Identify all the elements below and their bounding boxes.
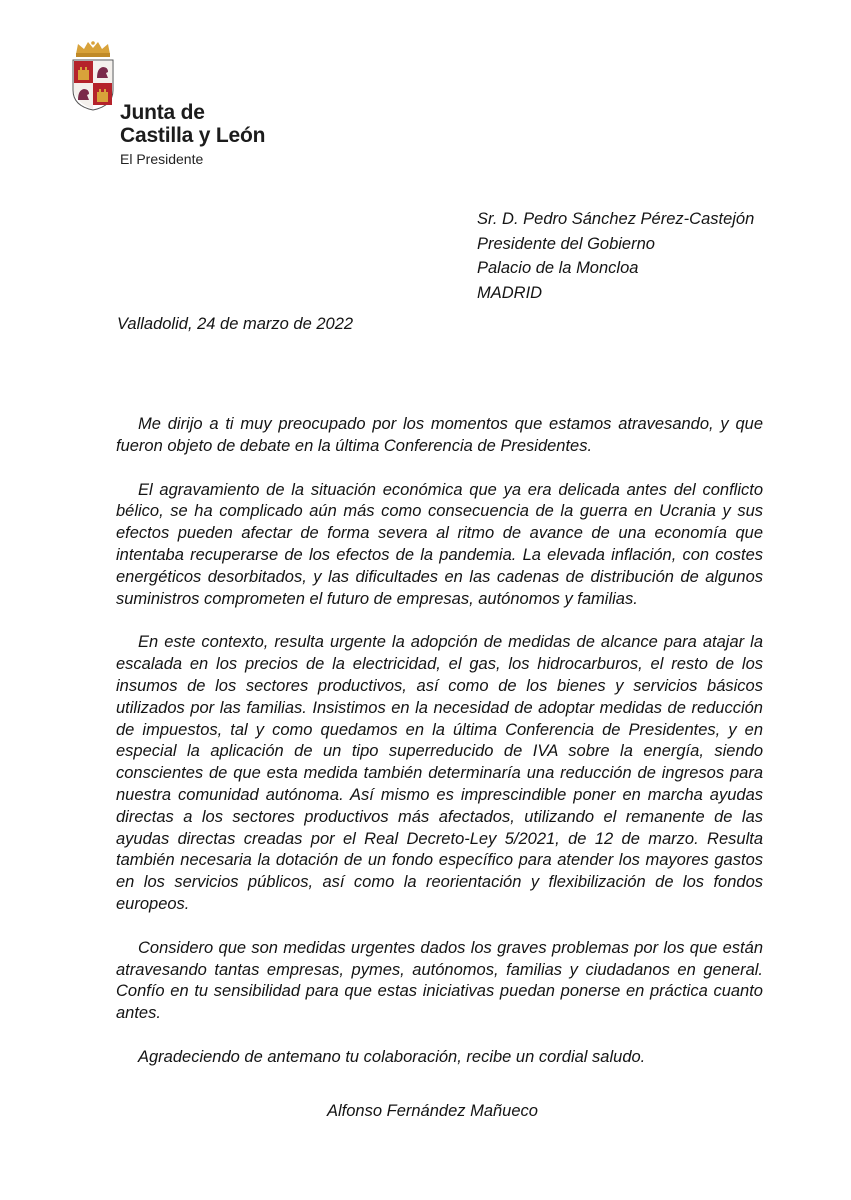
letterhead-logo	[70, 40, 270, 167]
signature-name: Alfonso Fernández Mañueco	[327, 1102, 538, 1120]
recipient-name: Sr. D. Pedro Sánchez Pérez-Castejón	[477, 210, 755, 228]
org-subtitle: El Presidente	[120, 151, 204, 167]
crown-icon	[76, 41, 110, 57]
coat-of-arms-icon	[70, 40, 116, 112]
paragraph: En este contexto, resulta urgente la adopción de medidas de alcance para atajar la escalada en los precios de la electricidad, el gas, los hidrocarburos, el resto de los insumos de los sectores productivos, así como de los bienes y servicios básicos utilizados por las familias. Insistimos en la necesidad de adoptar medidas de reducción de impuestos, tal y como quedamos en la última Conferencia de Presidentes, y en especial la aplicación de un tipo superreducido de IVA sobre la energía, siendo conscientes de que esta medida también determinaría una reducción de ingresos para nuestra comunidad autónoma. Así mismo es imprescindible poner en marcha ayudas directas a los sectores productivos más afectados, utilizando el remanente de las ayudas directas creadas por el Real Decreto-Ley 5/2021, de 12 de marzo. Resulta también necesaria la dotación de un fondo específico para atender los mayores gastos en los servicios públicos, así como la reorientación y flexibilización de los fondos europeos.	[116, 633, 763, 913]
letter-date: Valladolid, 24 de marzo de 2022	[117, 315, 354, 333]
shield-icon	[73, 60, 113, 110]
recipient-title: Presidente del Gobierno	[477, 234, 655, 253]
paragraph: Considero que son medidas urgentes dados los graves problemas por los que están atravesando tantas empresas, pymes, autónomos, familias y ciudadanos en general. Confío en tu sensibilidad para que estas iniciativas puedan ponerse en práctica cuanto antes.	[116, 938, 763, 1023]
paragraph: Me dirijo a ti muy preocupado por los momentos que estamos atravesando, y que fueron objeto de debate en la última Conferencia de Presidentes.	[116, 415, 763, 455]
recipient-address: Palacio de la Moncloa	[477, 259, 639, 277]
paragraph: Agradeciendo de antemano tu colaboración, recibe un cordial saludo.	[138, 1047, 646, 1066]
letter-body	[116, 414, 763, 1091]
org-name-line1: Junta de	[120, 101, 205, 124]
paragraph: El agravamiento de la situación económica que ya era delicada antes del conflicto bélico, se ha complicado aún más como consecuencia de la guerra en Ucrania y sus efectos pueden afectar de forma severa al ritmo de avance de una economía que intentaba recuperarse de los efectos de la pandemia. La elevada inflación, con costes energéticos desorbitados, y las dificultades en las cadenas de distribución de algunos suministros comprometen el futuro de empresas, autónomos y familias.	[116, 480, 763, 608]
org-name-line2: Castilla y León	[120, 124, 266, 147]
recipient-city: MADRID	[477, 283, 543, 302]
recipient-block	[477, 207, 754, 305]
